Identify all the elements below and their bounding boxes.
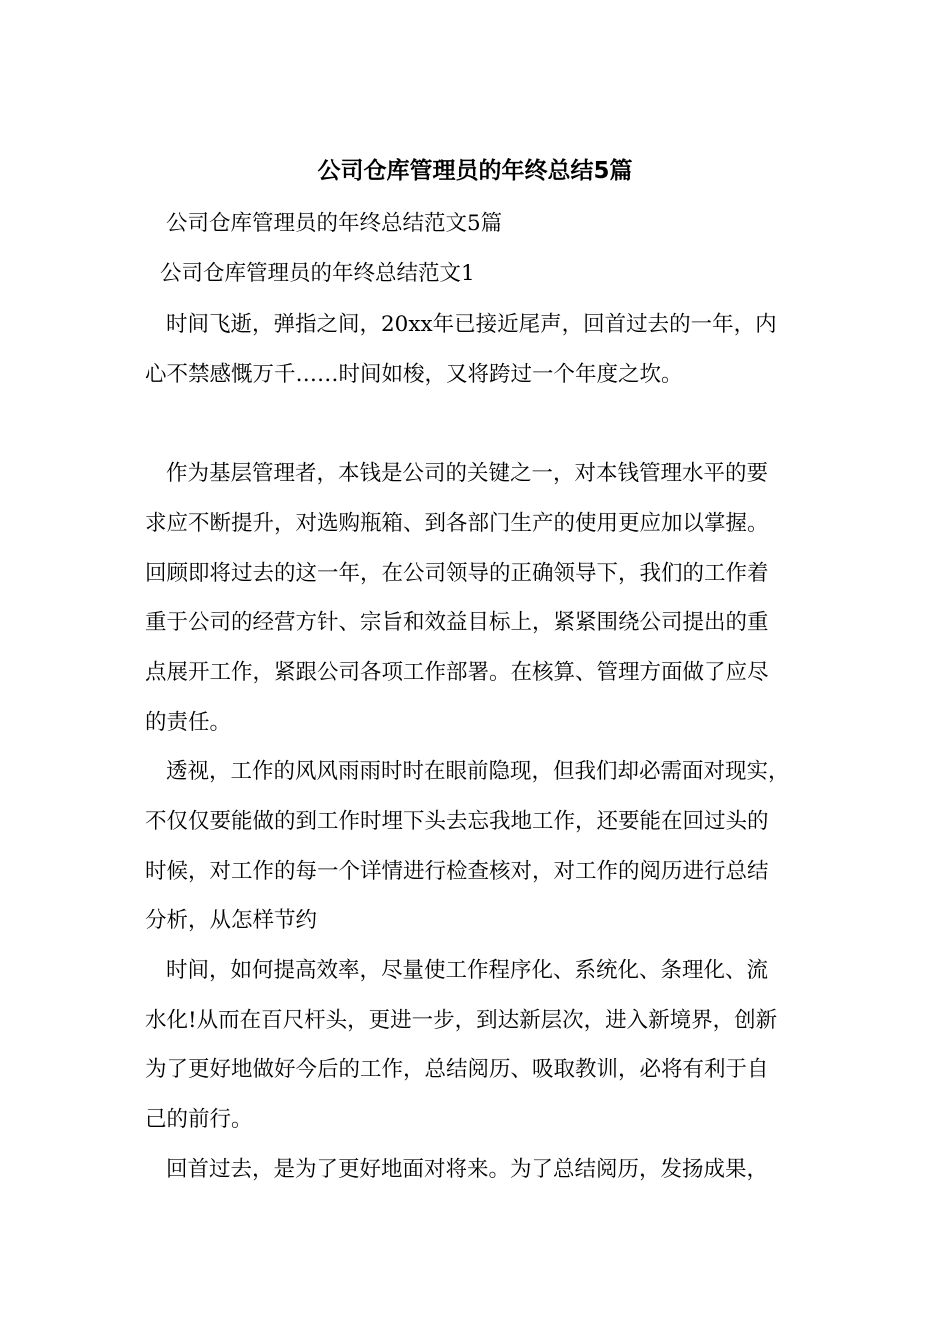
body-line: 的责任。 (145, 710, 232, 735)
body-line: 透视，工作的风风雨雨时时在眼前隐现，但我们却必需面对现实， (166, 759, 790, 784)
body-line: 分析，从怎样节约 (145, 908, 318, 933)
body-line: 为了更好地做好今后的工作，总结阅历、吸取教训，必将有利于自 (145, 1057, 769, 1082)
body-line: 点展开工作，紧跟公司各项工作部署。在核算、管理方面做了应尽 (145, 660, 769, 685)
body-line: 求应不断提升，对选购瓶箱、到各部门生产的使用更应加以掌握。 (145, 511, 769, 536)
section-heading: 公司仓库管理员的年终总结范文1 (160, 261, 475, 286)
body-line: 不仅仅要能做的到工作时埋下头去忘我地工作，还要能在回过头的 (145, 809, 769, 834)
body-line: 心不禁感慨万千……时间如梭，又将跨过一个年度之坎。 (145, 362, 683, 387)
body-line: 时间，如何提高效率，尽量使工作程序化、系统化、条理化、流 (166, 958, 769, 983)
body-line: 回顾即将过去的这一年，在公司领导的正确领导下，我们的工作着 (145, 561, 769, 586)
body-line: 时候，对工作的每一个详情进行检查核对，对工作的阅历进行总结 (145, 859, 769, 884)
body-line: 水化!从而在百尺杆头，更进一步，到达新层次，进入新境界，创新 (145, 1008, 778, 1033)
body-line: 时间飞逝，弹指之间，20xx年已接近尾声，回首过去的一年，内 (166, 312, 777, 337)
body-line: 回首过去，是为了更好地面对将来。为了总结阅历，发扬成果， (166, 1157, 769, 1182)
document-subtitle: 公司仓库管理员的年终总结范文5篇 (166, 211, 503, 236)
body-line: 己的前行。 (145, 1107, 253, 1132)
document-title: 公司仓库管理员的年终总结5篇 (317, 158, 633, 184)
body-line: 作为基层管理者，本钱是公司的关键之一，对本钱管理水平的要 (166, 461, 769, 486)
body-line: 重于公司的经营方针、宗旨和效益目标上，紧紧围绕公司提出的重 (145, 610, 769, 635)
